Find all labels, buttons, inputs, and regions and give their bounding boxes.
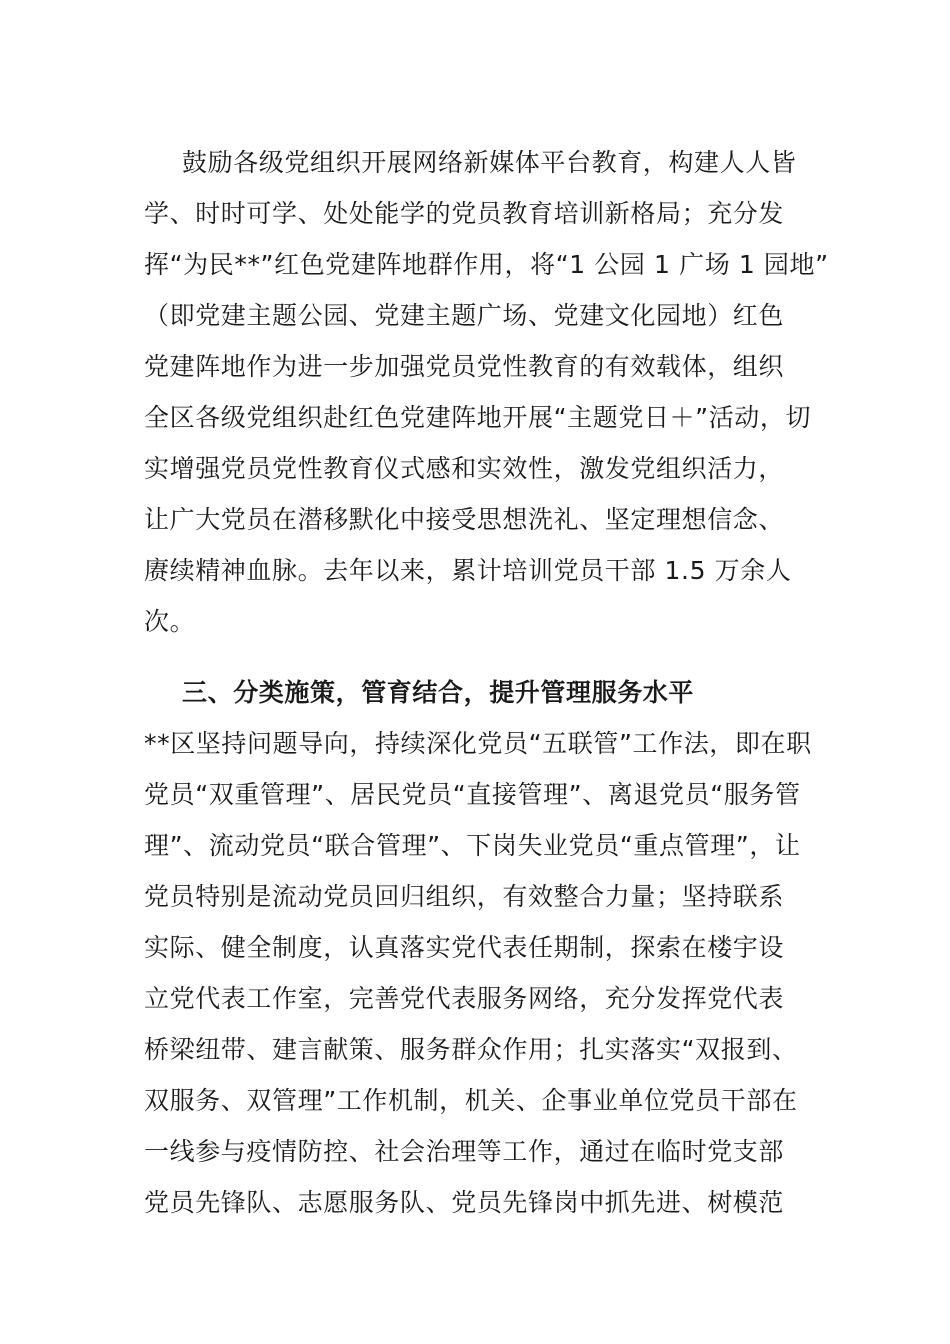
paragraph-line: 党员“双重管理”、居民党员“直接管理”、离退党员“服务管 [144,780,801,809]
paragraph-line: 赓续精神血脉。去年以来，累计培训党员干部 1.5 万余人 [144,556,792,585]
paragraph-line: （即党建主题公园、党建主题广场、党建文化园地）红色 [144,301,785,330]
paragraph-line: 党员特别是流动党员回归组织，有效整合力量；坚持联系 [144,882,785,911]
paragraph-line: 全区各级党组织赴红色党建阵地开展“主题党日＋”活动，切 [144,403,812,432]
paragraph-line: 让广大党员在潜移默化中接受思想洗礼、坚定理想信念、 [144,505,785,534]
paragraph-line: 桥梁纽带、建言献策、服务群众作用；扎实落实“双报到、 [144,1035,798,1064]
paragraph-line: 立党代表工作室，完善党代表服务网络，充分发挥党代表 [144,984,785,1013]
section-three [144,667,810,1228]
paragraph-line: 党建阵地作为进一步加强党员党性教育的有效载体，组织 [144,352,785,381]
paragraph-education [144,137,829,647]
paragraph-line: 学、时时可学、处处能学的党员教育培训新格局；充分发 [144,199,785,228]
paragraph-line: 次。 [144,607,196,636]
paragraph-line: 实增强党员党性教育仪式感和实效性，激发党组织活力， [144,454,785,483]
section-heading: 三、分类施策，管育结合，提升管理服务水平 [182,678,695,707]
paragraph-line: 实际、健全制度，认真落实党代表任期制，探索在楼宇设 [144,933,785,962]
paragraph-line: 挥“为民**”红色党建阵地群作用，将“1 公园 1 广场 1 园地” [144,250,829,279]
paragraph-line: 党员先锋队、志愿服务队、党员先锋岗中抓先进、树模范 [144,1188,785,1217]
paragraph-line: 双服务、双管理”工作机制，机关、企事业单位党员干部在 [144,1086,798,1115]
paragraph-line: 一线参与疫情防控、社会治理等工作，通过在临时党支部 [144,1137,785,1166]
paragraph-line: **区坚持问题导向，持续深化党员“五联管”工作法，即在职 [144,729,812,758]
paragraph-line: 理”、流动党员“联合管理”、下岗失业党员“重点管理”，让 [144,831,801,860]
paragraph-line: 鼓励各级党组织开展网络新媒体平台教育，构建人人皆 [182,148,797,177]
